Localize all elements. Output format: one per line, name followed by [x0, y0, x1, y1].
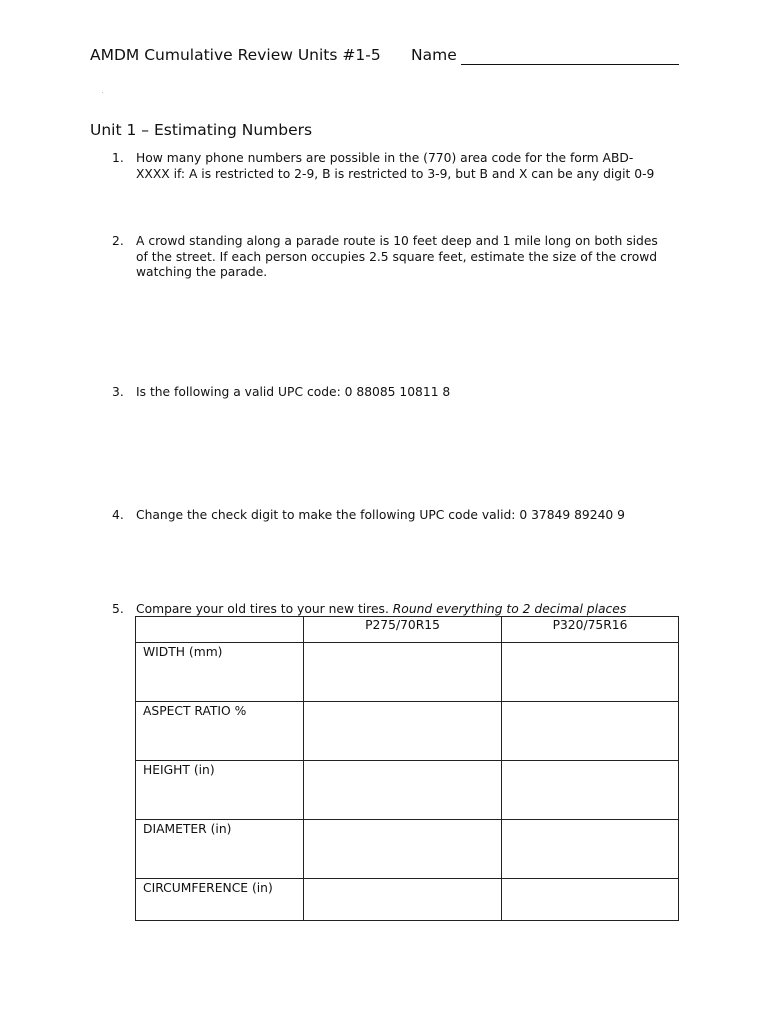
row-label: DIAMETER (in): [136, 820, 304, 879]
question-instruction: Round everything to 2 decimal places: [392, 602, 627, 616]
answer-cell[interactable]: [304, 879, 502, 921]
row-label: ASPECT RATIO %: [136, 702, 304, 761]
table-header-cell: [136, 617, 304, 643]
row-label: WIDTH (mm): [136, 643, 304, 702]
question-line: Change the check digit to make the following UPC code valid: 0 37849 89240 9: [136, 508, 625, 522]
question-line: Is the following a valid UPC code: 0 88085 10811 8: [136, 385, 451, 399]
answer-cell[interactable]: [304, 702, 502, 761]
question-line: A crowd standing along a parade route is 10 feet deep and 1 mile long on both sides: [136, 234, 658, 248]
question-number: 1.: [112, 151, 124, 165]
table-row: [136, 879, 679, 921]
question-number: 5.: [112, 602, 124, 616]
question-line: XXXX if: A is restricted to 2-9, B is restricted to 3-9, but B and X can be any digit 0-9: [136, 166, 655, 181]
answer-cell[interactable]: [502, 820, 679, 879]
row-label: HEIGHT (in): [136, 761, 304, 820]
answer-cell[interactable]: [304, 820, 502, 879]
row-label: CIRCUMFERENCE (in): [136, 879, 304, 921]
tire-comparison-table: [135, 616, 679, 921]
answer-cell[interactable]: [502, 761, 679, 820]
table-row: [136, 702, 679, 761]
name-label: Name: [411, 46, 457, 64]
table-row: [136, 820, 679, 879]
answer-cell[interactable]: [502, 879, 679, 921]
question-line: Compare your old tires to your new tires.: [136, 602, 393, 616]
unit-heading: Unit 1 – Estimating Numbers: [90, 121, 313, 139]
answer-cell[interactable]: [304, 761, 502, 820]
stray-mark: [102, 92, 103, 93]
question-line: watching the parade.: [136, 265, 268, 279]
table-row: [136, 643, 679, 702]
question-number: 4.: [112, 508, 124, 522]
answer-cell[interactable]: [502, 702, 679, 761]
answer-cell[interactable]: [502, 643, 679, 702]
answer-cell[interactable]: [304, 643, 502, 702]
question-line: How many phone numbers are possible in the (770) area code for the form ABD-: [136, 151, 634, 165]
worksheet-title: AMDM Cumulative Review Units #1-5: [90, 46, 381, 64]
question-line: of the street. If each person occupies 2.5 square feet, estimate the size of the crowd: [136, 249, 658, 264]
question-number: 2.: [112, 234, 124, 248]
question-number: 3.: [112, 385, 124, 399]
table-header-cell: P275/70R15: [304, 617, 502, 643]
table-header-cell: P320/75R16: [502, 617, 679, 643]
table-row: [136, 761, 679, 820]
table-header-row: [136, 617, 679, 643]
name-blank-line: [461, 64, 679, 65]
